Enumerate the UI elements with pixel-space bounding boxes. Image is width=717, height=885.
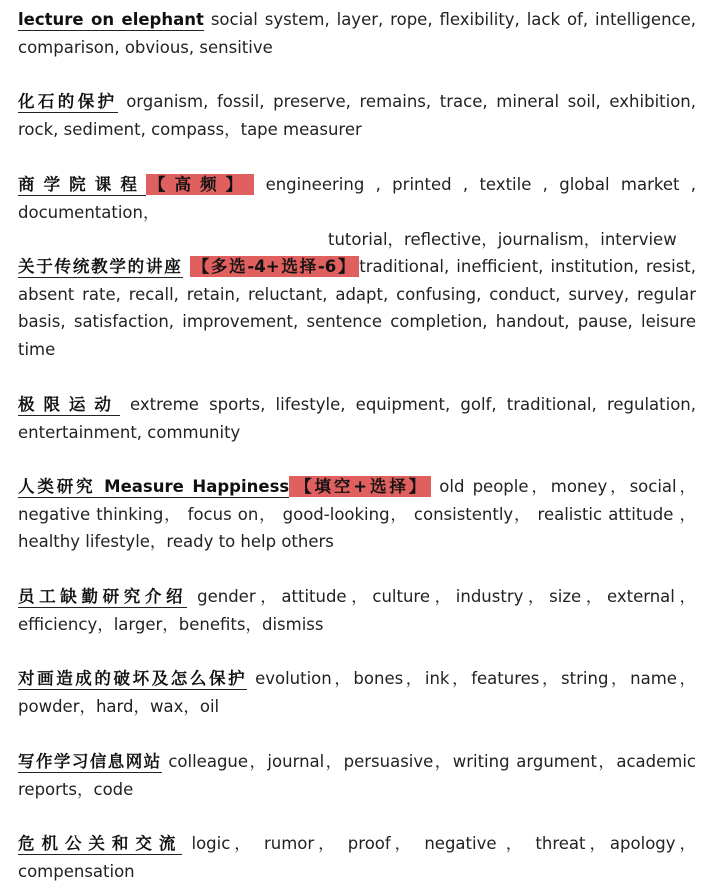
entry-8 [18,665,696,720]
keyword-list: traditional, inefficient, institution, resist, absent rate, recall, retain, reluctant, adapt, confusing, conduct, survey, regular basis, satisfaction, improvement, sentence completion, handout, pause, leisure time [18,257,697,359]
topic-title: 员工缺勤研究介绍 [18,587,188,606]
entry-5 [18,391,696,446]
topic-title: 商学院课程 [18,175,146,194]
keyword-list: social system, layer, rope, flexibility, lack of, intelligence, comparison, obvious, sensitive [18,10,696,57]
topic-title: 化石的保护 [18,92,118,111]
topic-title: 写作学习信息网站 [18,752,162,771]
entry-9 [18,748,696,803]
keyword-list: old people，money，social，negative thinking， focus on， good-looking， consistently， realistic attitude ， healthy lifestyle，ready to help others [18,477,696,551]
topic-title: 对画造成的破坏及怎么保护 [18,669,248,688]
entry-3 [18,171,696,254]
topic-title: 危机公关和交流 [18,834,183,853]
topic-title: 极限运动 [18,395,120,414]
question-type-tag: 【填空+选择】 [289,476,431,497]
entry-4 [18,253,696,363]
keyword-list: colleague，journal，persuasive，writing argument，academic reports，code [18,752,696,799]
keyword-list-continued: tutorial，reflective，journalism，interview [328,230,677,249]
keyword-list: engineering , printed , textile , global market , documentation， [18,175,697,222]
topic-title: 关于传统教学的讲座 [18,257,183,276]
topic-title: 人类研究 Measure Happiness [18,477,290,496]
entry-1 [18,6,696,61]
question-type-tag: 【多选-4+选择-6】 [190,256,360,277]
entry-2 [18,88,696,143]
entry-6 [18,473,696,556]
keyword-list: organism, fossil, preserve, remains, trace, mineral soil, exhibition, rock, sediment, compass，tape measurer [18,92,697,139]
entry-10 [18,830,696,885]
frequency-tag: 【高频】 [146,174,254,195]
topic-title: lecture on elephant [18,10,204,29]
keyword-list: logic， rumor， proof， negative ， threat，apology，compensation [18,834,696,881]
keyword-list: gender，attitude，culture，industry，size，external，efficiency，larger，benefits，dismiss [18,587,697,634]
keyword-list: extreme sports, lifestyle, equipment, golf, traditional, regulation, entertainment, community [18,395,697,442]
entry-7 [18,583,696,638]
keyword-list: evolution，bones，ink，features，string，name，powder，hard，wax，oil [18,669,697,716]
